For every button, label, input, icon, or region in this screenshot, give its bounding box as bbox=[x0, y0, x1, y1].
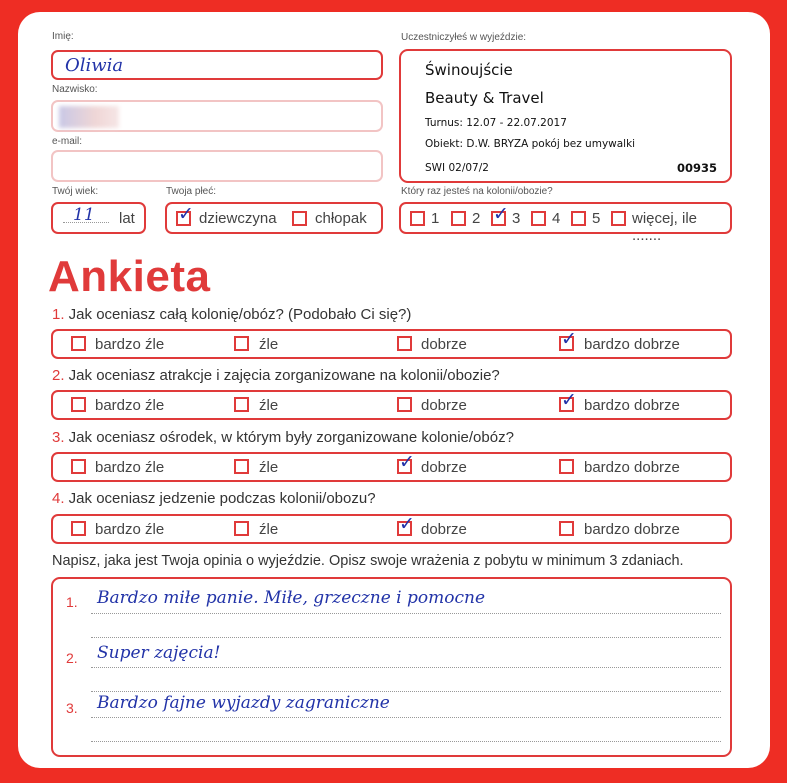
opinion-prompt: Napisz, jaka jest Twoja opinia o wyjeździe. Opisz swoje wrażenia z pobytu w minimum 3 zdaniach. bbox=[52, 553, 684, 569]
times-option-3: 3 bbox=[512, 210, 521, 227]
opinion-2-number: 2. bbox=[66, 650, 78, 666]
times-option-more: więcej, ile ....... bbox=[632, 210, 698, 244]
trip-organizer: Beauty & Travel bbox=[425, 89, 544, 107]
question-3-options bbox=[51, 452, 732, 482]
question-1-text: Jak oceniasz całą kolonię/obóz? (Podobało Ci się?) bbox=[64, 306, 412, 323]
gender-group bbox=[165, 202, 383, 234]
q1-option-bardzo-zle-checkbox[interactable] bbox=[71, 336, 86, 351]
q2-option-bardzo-dobrze-checkbox[interactable] bbox=[559, 389, 577, 412]
times-group bbox=[399, 202, 732, 244]
opinion-3-text: Bardzo fajne wyjazdy zagraniczne bbox=[97, 693, 390, 713]
checkmark-icon: ✓ bbox=[399, 451, 415, 473]
question-3 bbox=[52, 429, 514, 446]
q2-option-zle-label: źle bbox=[259, 397, 279, 414]
question-2-options bbox=[51, 390, 732, 420]
q4-option-bardzo-zle-checkbox[interactable] bbox=[71, 521, 86, 536]
q4-option-dobrze-label: dobrze bbox=[421, 521, 467, 538]
q3-option-zle-label: źle bbox=[259, 459, 279, 476]
opinion-line-3 bbox=[91, 667, 721, 668]
q3-option-bardzo-dobrze-checkbox[interactable] bbox=[559, 459, 574, 474]
checkmark-icon: ✓ bbox=[399, 513, 415, 535]
times-checkbox-1[interactable] bbox=[410, 211, 425, 226]
times-checkbox-4[interactable] bbox=[531, 211, 546, 226]
q4-option-dobrze-checkbox[interactable] bbox=[397, 513, 415, 536]
times-option-5: 5 bbox=[592, 210, 601, 227]
times-checkbox-2[interactable] bbox=[451, 211, 466, 226]
opinion-line-4 bbox=[91, 691, 721, 692]
name-value: Oliwia bbox=[65, 55, 124, 76]
age-field[interactable] bbox=[51, 202, 146, 234]
q2-option-bardzo-dobrze-label: bardzo dobrze bbox=[584, 397, 680, 414]
times-label: Który raz jesteś na kolonii/obozie? bbox=[401, 186, 553, 197]
q2-option-dobrze-checkbox[interactable] bbox=[397, 397, 412, 412]
opinion-line-1 bbox=[91, 613, 721, 614]
q2-option-dobrze-label: dobrze bbox=[421, 397, 467, 414]
times-option-2: 2 bbox=[472, 210, 481, 227]
q1-option-zle-label: źle bbox=[259, 336, 279, 353]
opinion-line-2 bbox=[91, 637, 721, 638]
surname-redaction bbox=[59, 106, 119, 128]
times-checkbox-5[interactable] bbox=[571, 211, 586, 226]
q3-option-bardzo-dobrze-label: bardzo dobrze bbox=[584, 459, 680, 476]
gender-female-checkbox[interactable] bbox=[176, 203, 194, 226]
question-1-options bbox=[51, 329, 732, 359]
q3-option-dobrze-label: dobrze bbox=[421, 459, 467, 476]
opinion-1-number: 1. bbox=[66, 594, 78, 610]
trip-destination: Świnoujście bbox=[425, 61, 513, 79]
opinion-line-5 bbox=[91, 717, 721, 718]
opinion-line-6 bbox=[91, 741, 721, 742]
opinion-box[interactable] bbox=[51, 577, 732, 757]
q3-option-zle-checkbox[interactable] bbox=[234, 459, 249, 474]
q1-option-dobrze-label: dobrze bbox=[421, 336, 467, 353]
q4-option-bardzo-dobrze-checkbox[interactable] bbox=[559, 521, 574, 536]
q3-option-bardzo-zle-checkbox[interactable] bbox=[71, 459, 86, 474]
email-field[interactable] bbox=[51, 150, 383, 182]
gender-male-label: chłopak bbox=[315, 210, 367, 227]
email-label: e-mail: bbox=[52, 136, 83, 147]
q1-option-bardzo-zle-label: bardzo źle bbox=[95, 336, 165, 353]
surname-field[interactable] bbox=[51, 100, 383, 132]
q4-option-bardzo-dobrze-label: bardzo dobrze bbox=[584, 521, 680, 538]
question-4-options bbox=[51, 514, 732, 544]
times-checkbox-more[interactable] bbox=[611, 211, 626, 226]
question-2-number: 2. bbox=[52, 367, 65, 384]
checkmark-icon: ✓ bbox=[493, 203, 509, 225]
q1-option-dobrze-checkbox[interactable] bbox=[397, 336, 412, 351]
q3-option-dobrze-checkbox[interactable] bbox=[397, 451, 415, 474]
name-label: Imię: bbox=[52, 31, 74, 42]
checkmark-icon: ✓ bbox=[561, 328, 577, 350]
q1-option-bardzo-dobrze-label: bardzo dobrze bbox=[584, 336, 680, 353]
checkmark-icon: ✓ bbox=[561, 389, 577, 411]
question-4-text: Jak oceniasz jedzenie podczas kolonii/obozu? bbox=[64, 490, 376, 507]
age-suffix: lat bbox=[119, 210, 135, 227]
surname-label: Nazwisko: bbox=[52, 84, 98, 95]
opinion-1-text: Bardzo miłe panie. Miłe, grzeczne i pomocne bbox=[97, 588, 486, 608]
age-value: 11 bbox=[73, 205, 95, 225]
gender-male-checkbox[interactable] bbox=[292, 211, 307, 226]
question-3-text: Jak oceniasz ośrodek, w którym były zorganizowane kolonie/obóz? bbox=[64, 429, 514, 446]
q3-option-bardzo-zle-label: bardzo źle bbox=[95, 459, 165, 476]
trip-code: SWI 02/07/2 bbox=[425, 162, 489, 174]
q4-option-zle-checkbox[interactable] bbox=[234, 521, 249, 536]
trip-obiekt: Obiekt: D.W. BRYZA pokój bez umywalki bbox=[425, 138, 636, 150]
gender-female-label: dziewczyna bbox=[199, 210, 277, 227]
times-checkbox-3[interactable] bbox=[491, 203, 509, 226]
gender-label: Twoja płeć: bbox=[166, 186, 217, 197]
question-1 bbox=[52, 306, 411, 323]
q1-option-zle-checkbox[interactable] bbox=[234, 336, 249, 351]
participated-label: Uczestniczyłeś w wyjeździe: bbox=[401, 32, 527, 43]
q2-option-zle-checkbox[interactable] bbox=[234, 397, 249, 412]
times-option-4: 4 bbox=[552, 210, 561, 227]
age-label: Twój wiek: bbox=[52, 186, 99, 197]
survey-card bbox=[18, 12, 770, 768]
q2-option-bardzo-zle-checkbox[interactable] bbox=[71, 397, 86, 412]
times-option-1: 1 bbox=[431, 210, 440, 227]
q1-option-bardzo-dobrze-checkbox[interactable] bbox=[559, 328, 577, 351]
opinion-2-text: Super zajęcia! bbox=[97, 643, 221, 663]
q4-option-bardzo-zle-label: bardzo źle bbox=[95, 521, 165, 538]
q4-option-zle-label: źle bbox=[259, 521, 279, 538]
survey-title: Ankieta bbox=[48, 252, 211, 301]
trip-number: 00935 bbox=[677, 161, 718, 175]
trip-turnus: Turnus: 12.07 - 22.07.2017 bbox=[425, 117, 567, 129]
question-4 bbox=[52, 490, 376, 507]
question-1-number: 1. bbox=[52, 306, 65, 323]
opinion-3-number: 3. bbox=[66, 700, 78, 716]
checkmark-icon: ✓ bbox=[178, 203, 194, 225]
question-2 bbox=[52, 367, 500, 384]
question-3-number: 3. bbox=[52, 429, 65, 446]
trip-info-box bbox=[399, 49, 732, 183]
question-4-number: 4. bbox=[52, 490, 65, 507]
name-field[interactable] bbox=[51, 50, 383, 80]
q2-option-bardzo-zle-label: bardzo źle bbox=[95, 397, 165, 414]
question-2-text: Jak oceniasz atrakcje i zajęcia zorganizowane na kolonii/obozie? bbox=[64, 367, 500, 384]
